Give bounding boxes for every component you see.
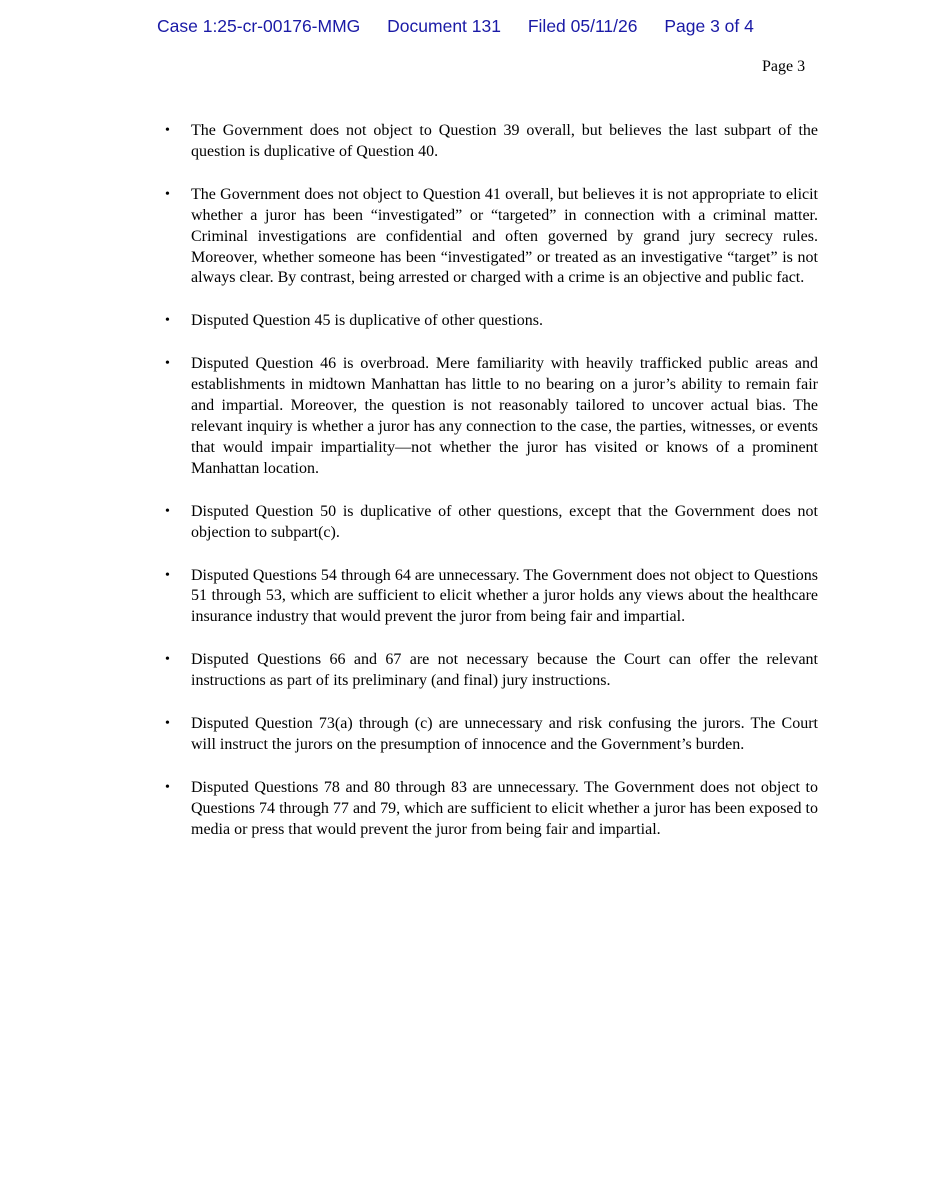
bullet-icon: •: [165, 567, 170, 583]
bullet-icon: •: [165, 716, 170, 732]
bullet-icon: •: [165, 356, 170, 372]
list-item-text: The Government does not object to Question 41 overall, but believes it is not appropriate to elicit whether a juror has been “investigated” or “targeted” in connection with a criminal matter. Criminal investigations are confidential and often governed by grand jury secrecy rules. Moreover, whether someone has been “investigated” or treated as an investigative “target” is not always clear. By contrast, being arrested or charged with a crime is an objective and public fact.: [191, 185, 818, 287]
bullet-icon: •: [165, 652, 170, 668]
list-item-text: Disputed Question 50 is duplicative of other questions, except that the Government does not objection to subpart(c).: [191, 502, 818, 541]
list-item-text: Disputed Question 45 is duplicative of other questions.: [191, 312, 543, 330]
case-number: Case 1:25-cr-00176-MMG: [157, 16, 361, 36]
document-number: Document 131: [387, 16, 501, 36]
filed-date: Filed 05/11/26: [527, 16, 638, 36]
list-item-text: The Government does not object to Question 39 overall, but believes the last subpart of the question is duplicative of Question 40.: [191, 122, 818, 160]
list-item-text: Disputed Question 73(a) through (c) are unnecessary and risk confusing the jurors. The Court will instruct the jurors on the presumption of innocence and the Government’s burden.: [191, 715, 818, 753]
list-item: [163, 185, 818, 290]
list-item: [163, 778, 818, 841]
page-number: Page 3: [762, 58, 806, 75]
list-item: [163, 354, 818, 479]
list-item: [163, 566, 818, 629]
list-item-text: Disputed Questions 54 through 64 are unnecessary. The Government does not object to Questions 51 through 53, which are sufficient to elicit whether a juror holds any views about the healthcare insurance industry that would prevent the juror from being fair and impartial.: [191, 566, 818, 626]
list-item: [163, 714, 818, 756]
list-item: [163, 650, 818, 692]
bullet-icon: •: [165, 779, 170, 795]
list-item: [163, 121, 818, 163]
bullet-icon: •: [165, 313, 170, 329]
objection-list: [163, 121, 818, 863]
page-of-total: Page 3 of 4: [664, 16, 754, 36]
list-item-text: Disputed Questions 78 and 80 through 83 are unnecessary. The Government does not object to Questions 74 through 77 and 79, which are sufficient to elicit whether a juror has been exposed to media or press that would prevent the juror from being fair and impartial.: [191, 778, 818, 838]
ecf-filing-header: [157, 16, 754, 37]
bullet-icon: •: [165, 186, 170, 202]
bullet-icon: •: [165, 503, 170, 519]
bullet-icon: •: [165, 123, 170, 138]
list-item: [163, 502, 818, 544]
list-item-text: Disputed Questions 66 and 67 are not necessary because the Court can offer the relevant instructions as part of its preliminary (and final) jury instructions.: [191, 651, 818, 690]
list-item: [163, 311, 818, 332]
list-item-text: Disputed Question 46 is overbroad. Mere familiarity with heavily trafficked public areas and establishments in midtown Manhattan has little to no bearing on a juror’s ability to remain fair and impartial. Moreover, the question is not reasonably tailored to uncover actual bias. The relevant inquiry is whether a juror has any connection to the case, the parties, witnesses, or events that would impair impartiality—not whether the juror has visited or knows of a prominent Manhattan location.: [191, 355, 818, 477]
